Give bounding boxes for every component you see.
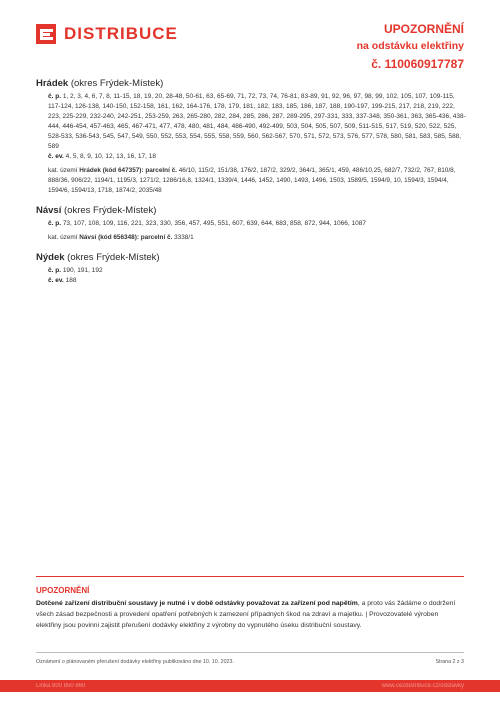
notice-title: UPOZORNĚNÍ <box>383 22 464 36</box>
footer-warning-bold: Dotčené zařízení distribuční soustavy je nutné i v době odstávky považovat za zařízení pod napětím <box>36 600 358 607</box>
registry-numbers-label: č. ev. <box>48 277 64 284</box>
house-numbers-label: č. p. <box>48 267 62 274</box>
location-hradek <box>36 78 468 196</box>
cez-logo-icon <box>36 24 56 44</box>
location-district: (okres Frýdek-Místek) <box>61 205 157 216</box>
parcel-values: 3338/1 <box>172 234 194 241</box>
location-name: Hrádek <box>36 78 69 89</box>
registry-numbers-row <box>36 152 468 162</box>
registry-numbers-values: 188 <box>63 277 77 284</box>
location-name: Návsí <box>36 205 62 216</box>
location-title <box>36 205 468 216</box>
parcel-values: 46/10, 115/2, 151/38, 176/2, 187/2, 329/2, 364/1, 365/1, 459, 486/10,25, 682/7, 732/2, 767, 810/8, 888/36, 906/22, 1194/1, 1195/3, 1271/2, 1286/16,8, 1324/1, 1339/4, 1446, 1452, 1490, 1493, 1496, 1503, 1589/5, 1594/9, 10, 1594/3, 1594/4, 1594/6, 1594/13, 1718, 1874/2, 2035/48 <box>48 167 456 194</box>
location-navsi <box>36 205 468 243</box>
cadastral-row <box>36 166 468 196</box>
registry-numbers-values: 4, 5, 8, 9, 10, 12, 13, 16, 17, 18 <box>63 153 156 160</box>
footer-warning-text <box>36 599 464 631</box>
publication-date-note: Oznámení o plánovaném přerušení dodávky elektřiny publikováno dne 10. 10. 2023. <box>36 659 234 665</box>
footer-divider <box>36 576 464 577</box>
cadastral-name: Návsí <box>79 234 97 241</box>
location-district: (okres Frýdek-Místek) <box>64 252 160 263</box>
cadastral-code: (kód 647357) <box>100 167 142 174</box>
cadastral-name: Hrádek <box>79 167 101 174</box>
parcel-label: : parcelní č. <box>136 234 173 241</box>
notice-subtitle: na odstávku elektřiny <box>356 40 464 52</box>
locations-list <box>36 78 468 292</box>
house-numbers-row <box>36 92 468 152</box>
house-numbers-row <box>36 266 468 276</box>
cez-distribuce-logo <box>36 24 178 44</box>
brand-name: DISTRIBUCE <box>64 24 178 43</box>
registry-numbers-row <box>36 276 468 286</box>
house-numbers-values: 73, 107, 108, 109, 116, 221, 323, 330, 356, 457, 495, 551, 607, 639, 644, 683, 858, 872, 944, 1066, 1087 <box>61 220 366 227</box>
cadastral-row <box>36 233 468 243</box>
footer-warning-body: , a proto vás žádáme o dodržení všech zásad bezpečnosti a provedení opatření potřebných k zamezení případných škod na zdraví a majetku. | Provozovatelé výroben elektřiny jsou povinni zajistit přerušení dodávky elektřiny z výrobny do vypnutého úseku distribuční soustavy. <box>36 600 456 629</box>
page-number: Strana 2 z 3 <box>435 659 464 665</box>
location-title <box>36 78 468 89</box>
notice-header <box>357 22 464 71</box>
bottom-brand-bar <box>0 680 500 692</box>
house-numbers-values: 1, 2, 3, 4, 6, 7, 8, 11-15, 18, 19, 20, 28-48, 50-61, 63, 65-69, 71, 72, 73, 74, 76-81, 83-89, 91, 92, 96, 97, 98, 99, 102, 105, 107, 109-115, 117-124, 126-138, 140-150, 152-158, 161, 162, 164-176, 178, 179, 181, 182, 183, 185, 186, 187, 188, 190-197, 199-215, 217, 218, 219, 222, 223, 225-229, 232-240, 242-251, 253-259, 263, 265-280, 282, 284, 285, 286, 287, 289-295, 297-331, 333, 337-348, 350-361, 363, 365-436, 438-444, 446-454, 457-463, 465, 467-471, 477, 478, 480, 481, 484, 486-490, 492-499, 503, 504, 505, 507, 509, 511-515, 517, 519, 520, 522, 525, 528-533, 536-543, 545, 547, 549, 550, 552, 553, 554, 555, 558, 559, 560, 562-567, 570, 571, 572, 573, 576, 577, 578, 580, 581, 583, 585, 588, 589 <box>48 93 466 150</box>
location-name: Nýdek <box>36 252 65 263</box>
house-numbers-label: č. p. <box>48 93 62 100</box>
notice-number: č. 110060917787 <box>371 57 464 71</box>
location-nydek <box>36 252 468 286</box>
cadastral-code: (kód 656348) <box>96 234 137 241</box>
parcel-label: : parcelní č. <box>141 167 177 174</box>
footer-warning-heading: UPOZORNĚNÍ <box>36 586 90 595</box>
footer-separator <box>36 652 464 653</box>
house-numbers-label: č. p. <box>48 220 62 227</box>
website-link[interactable]: www.cezdistribuce.cz/odstavky <box>381 683 464 689</box>
registry-numbers-label: č. ev. <box>48 153 64 160</box>
hotline-text: Linka 800 850 860 <box>36 683 86 689</box>
cadastral-prefix: kat. území <box>48 234 80 241</box>
house-numbers-row <box>36 219 468 229</box>
house-numbers-values: 190, 191, 192 <box>61 267 103 274</box>
cadastral-prefix: kat. území <box>48 167 80 174</box>
location-district: (okres Frýdek-Místek) <box>68 78 164 89</box>
location-title <box>36 252 468 263</box>
